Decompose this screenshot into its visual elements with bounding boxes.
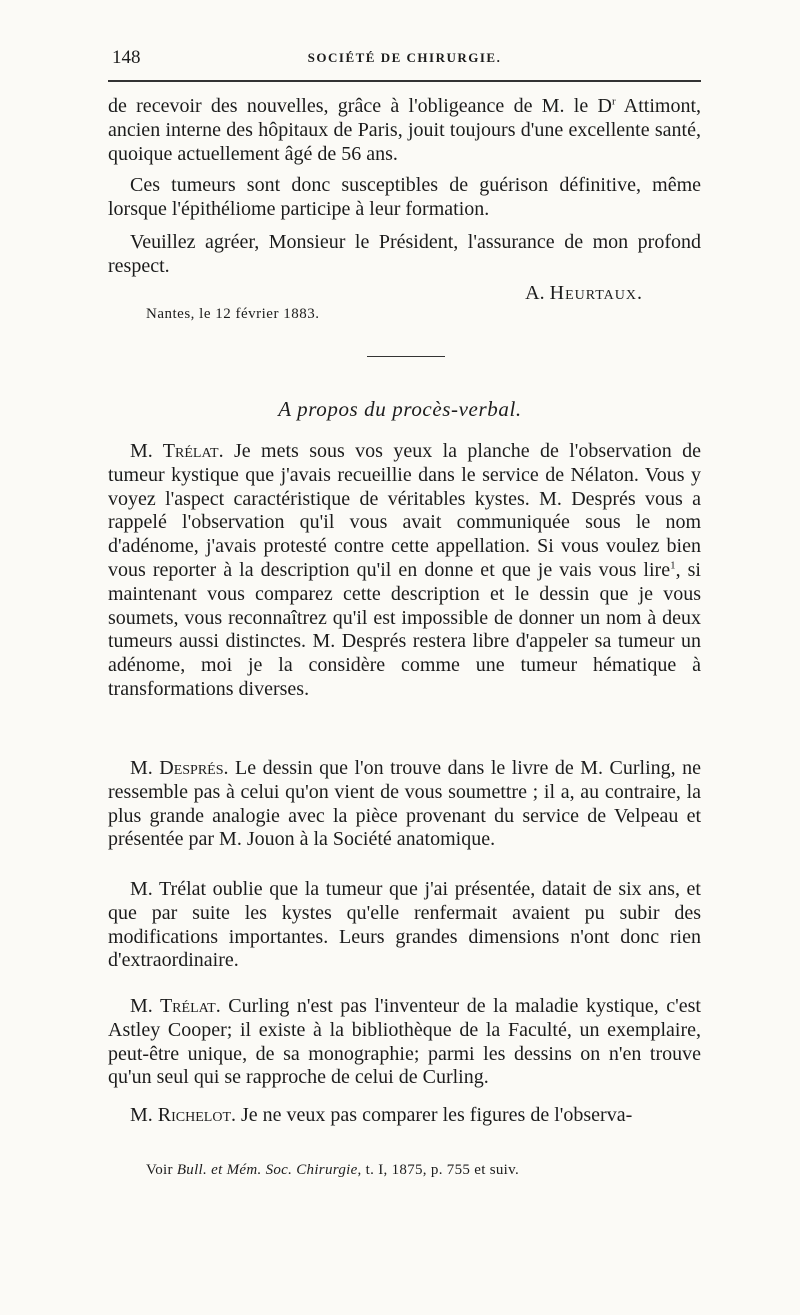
section-title: A propos du procès-verbal.: [278, 397, 522, 421]
letter-paragraph-1: de recevoir des nouvelles, grâce à l'obligeance de M. le $D^r$ Attimont, ancien interne des hôpitaux de Paris, jouit toujours d'une excellente santé, quoique actuellement âgé de 56 ans.: [108, 95, 702, 165]
signature: A. Heurtaux.: [525, 282, 643, 304]
letter-paragraph-2: Ces tumeurs sont donc susceptibles de guérison définitive, même lorsque l'épithéliome participe à leur formation.: [108, 174, 701, 220]
signature-name: Heurtaux.: [549, 282, 643, 304]
discussion-paragraph-5: M. Richelot. Je ne veux pas comparer les figures de l'observa-: [130, 1104, 633, 1126]
page-header: [108, 44, 701, 68]
speaker-name: M. Trélat.: [130, 440, 224, 462]
superscript-r: r: [611, 95, 616, 108]
speaker-name: M. Richelot.: [130, 1104, 236, 1126]
running-head: SOCIÉTÉ DE CHIRURGIE.: [307, 50, 502, 65]
discussion-paragraph-1: M. Trélat. Je mets sous vos yeux la planche de l'observation de tumeur kystique que j'avais recueillie dans le service de Nélaton. Vous y voyez l'aspect caractéristique de véritables kystes. M. Després vous a rappelé l'observation qu'il vous avait communiquée sous le nom d'adénome, j'avais protesté contre cette appellation. Si vous voulez bien vous reporter à la description qu'il en donne et que je vais vous lire$^1$, si maintenant vous comparez cette description et le dessin que je vous soumets, vous reconnaîtrez qu'il est impossible de donner un nom à deux tumeurs aussi distinctes. M. Després restera libre d'appeler sa tumeur un adénome, moi je la considère comme une tumeur hématique à transformations diverses.: [108, 440, 701, 700]
letter-paragraph-3: Veuillez agréer, Monsieur le Président, l'assurance de mon profond respect.: [108, 231, 701, 277]
place-date: Nantes, le 12 février 1883.: [146, 306, 320, 322]
header-rule: [108, 80, 701, 82]
page-number: 148: [112, 47, 141, 68]
discussion-paragraph-4: M. Trélat. Curling n'est pas l'inventeur de la maladie kystique, c'est Astley Cooper; il existe à la bibliothèque de la Faculté, un exemplaire, peut-être unique, de sa monographie; parmi les dessins on n'en trouve qu'un seul qui se rapproche de celui de Curling.: [108, 995, 701, 1089]
footnote-marker: 1: [670, 559, 676, 572]
speaker-name: M. Després.: [130, 757, 229, 779]
discussion-paragraph-2: M. Després. Le dessin que l'on trouve dans le livre de M. Curling, ne ressemble pas à celui qu'on vient de vous soumettre ; il a, au contraire, la plus grande analogie avec la pièce provenant du service de Velpeau et présentée par M. Jouon à la Société anatomique.: [108, 757, 701, 851]
separator-rule: [367, 356, 445, 357]
footnote: Voir Bull. et Mém. Soc. Chirurgie, t. I, 1875, p. 755 et suiv.: [146, 1162, 520, 1178]
speaker-name: M. Trélat.: [130, 995, 221, 1017]
discussion-paragraph-3: M. Trélat oublie que la tumeur que j'ai présentée, datait de six ans, et que par suite les kystes qu'elle renfermait avaient pu subir des modifications importantes. Leurs grandes dimensions n'ont donc rien d'extraordinaire.: [108, 878, 701, 972]
